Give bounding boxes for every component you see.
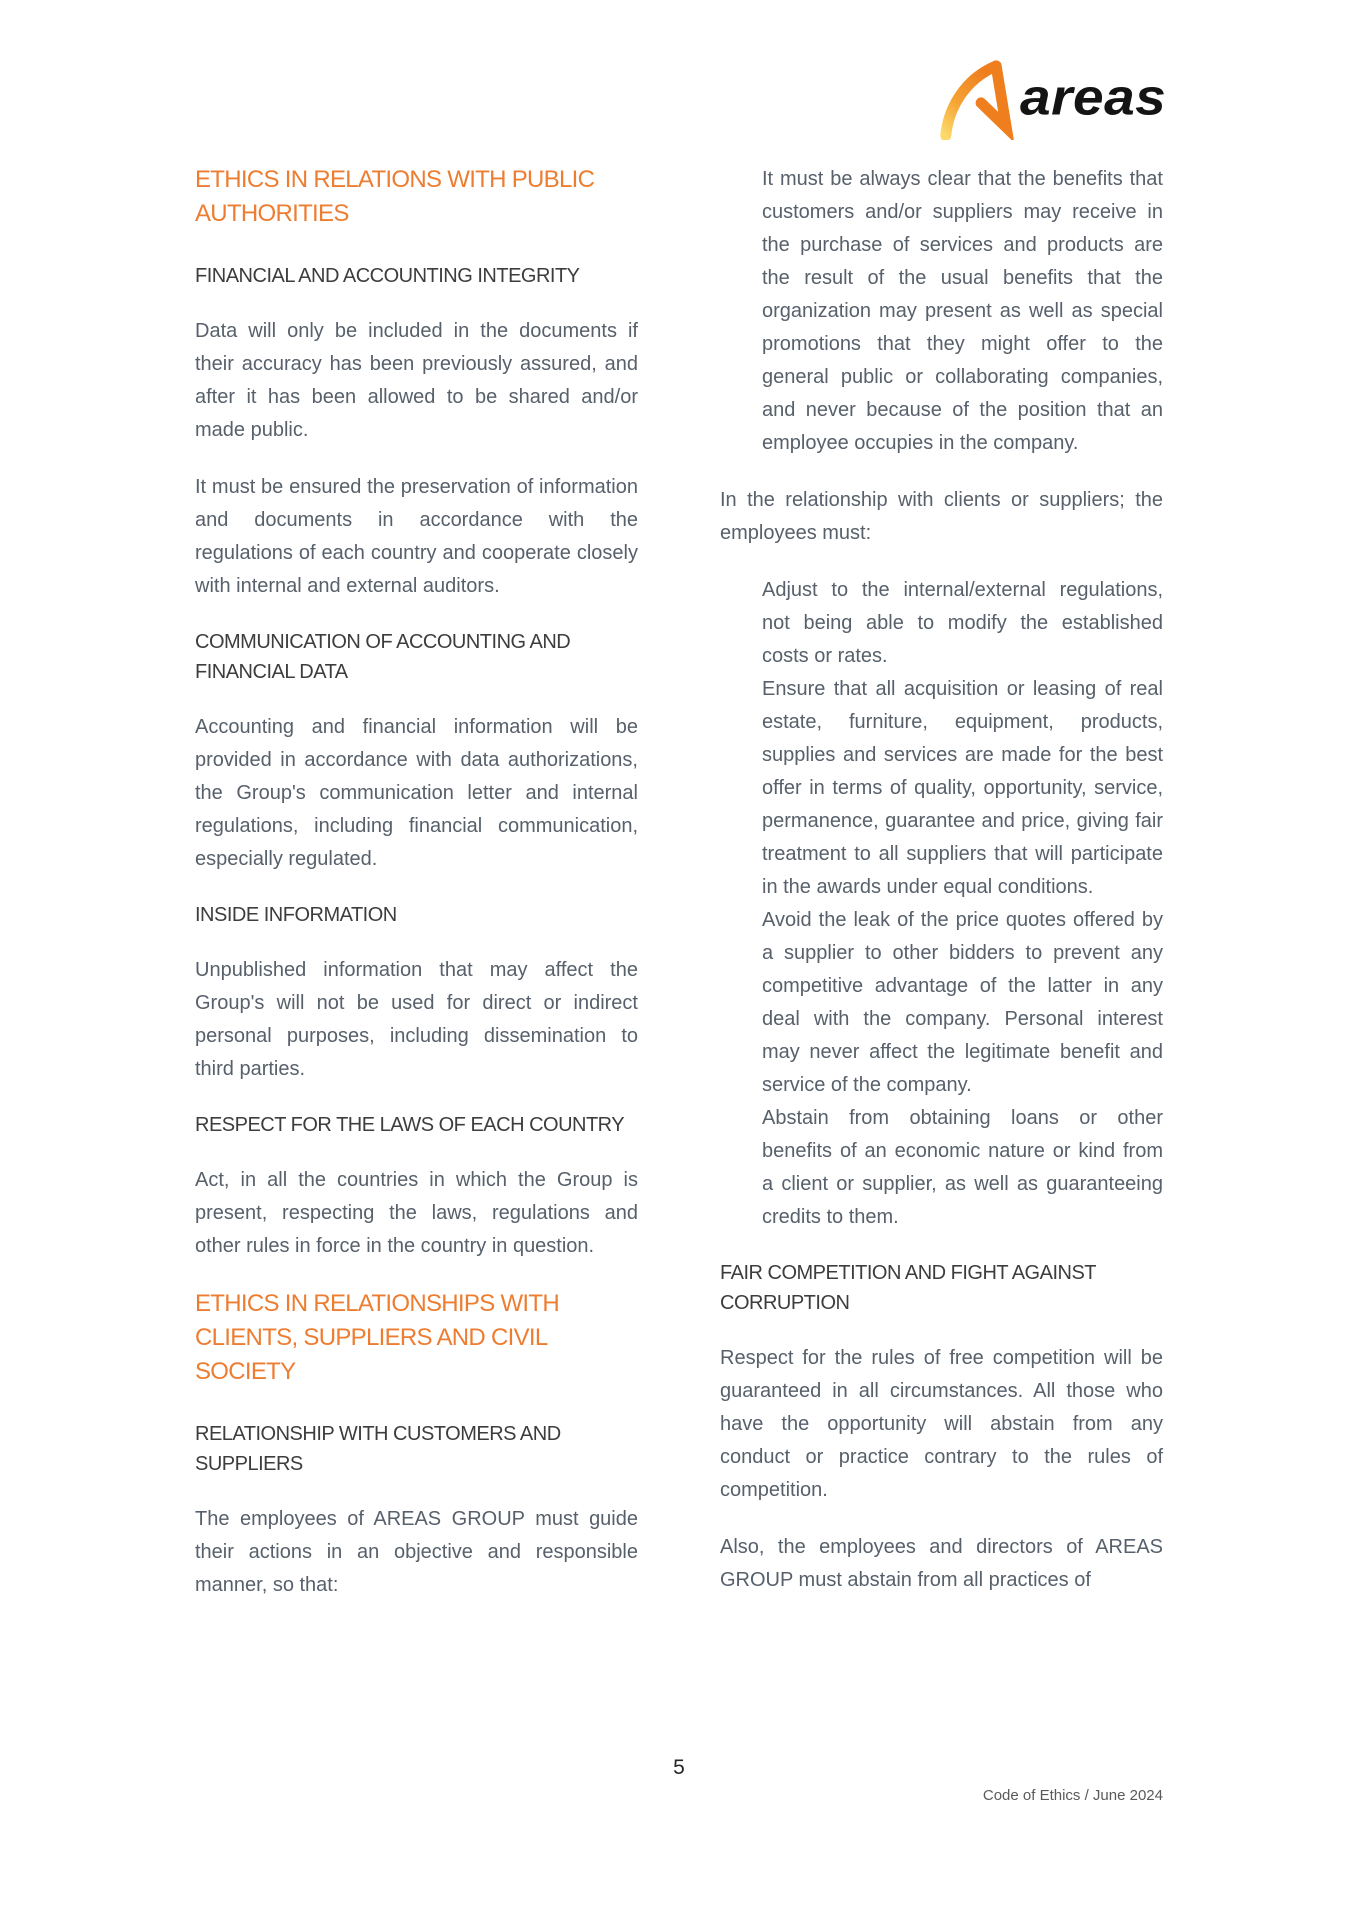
sub-heading: COMMUNICATION OF ACCOUNTING AND FINANCIAL DATA [195, 631, 571, 683]
bullet-text: Avoid the leak of the price quotes offered by a supplier to other bidders to prevent any competitive advantage of the latter in any deal with the company. Personal interest may never affect the legitimate benefit and service of the company. [762, 909, 1163, 1096]
bullet-square-icon [720, 904, 762, 1102]
bullet-text: Abstain from obtaining loans or other benefits of an economic nature or kind from a client or supplier, as well as guaranteeing credits to them. [762, 1107, 1163, 1228]
left-column [195, 163, 638, 1602]
footer-note: Code of Ethics / June 2024 [982, 1787, 1163, 1804]
bullet-item [720, 904, 1163, 1102]
section-heading: ETHICS IN RELATIONS WITH PUBLIC AUTHORITIES [195, 166, 595, 227]
page-body [195, 163, 1163, 1602]
bullet-square-icon [720, 163, 762, 460]
paragraph: Act, in all the countries in which the Group is present, respecting the laws, regulations and other rules in force in the country in question. [195, 1169, 638, 1257]
brand-wordmark: areas [1020, 68, 1167, 126]
paragraph: Also, the employees and directors of AREAS GROUP must abstain from all practices of [720, 1536, 1163, 1591]
bullet-item [720, 163, 1163, 460]
bullet-item [720, 574, 1163, 673]
sub-heading: RESPECT FOR THE LAWS OF EACH COUNTRY [195, 1114, 625, 1136]
paragraph: Accounting and financial information will be provided in accordance with data authorizations, the Group's communication letter and internal regulations, including financial communication, especially regulated. [195, 716, 638, 870]
sub-heading: INSIDE INFORMATION [195, 904, 397, 926]
paragraph: Unpublished information that may affect the Group's will not be used for direct or indirect personal purposes, including dissemination to third parties. [195, 959, 638, 1080]
sub-heading: RELATIONSHIP WITH CUSTOMERS AND SUPPLIERS [195, 1423, 561, 1475]
section-heading: ETHICS IN RELATIONSHIPS WITH CLIENTS, SUPPLIERS AND CIVIL SOCIETY [195, 1290, 559, 1385]
paragraph: The employees of AREAS GROUP must guide their actions in an objective and responsible manner, so that: [195, 1508, 638, 1596]
paragraph: It must be ensured the preservation of information and documents in accordance with the regulations of each country and cooperate closely with internal and external auditors. [195, 476, 638, 597]
bullet-item [720, 673, 1163, 904]
bullet-text: Adjust to the internal/external regulations, not being able to modify the established costs or rates. [762, 579, 1163, 667]
bullet-text: It must be always clear that the benefits that customers and/or suppliers may receive in the purchase of services and products are the result of the usual benefits that the organization may present as well as special promotions that they might offer to the general public or collaborating companies, and never because of the position that an employee occupies in the company. [762, 168, 1163, 454]
page-number: 5 [673, 1756, 685, 1779]
paragraph: Data will only be included in the documents if their accuracy has been previously assured, and after it has been allowed to be shared and/or made public. [195, 320, 638, 441]
bullet-square-icon [720, 1102, 762, 1234]
bullet-square-icon [720, 574, 762, 673]
bullet-square-icon [720, 673, 762, 904]
paragraph: In the relationship with clients or suppliers; the employees must: [720, 489, 1163, 544]
right-column [720, 163, 1163, 1602]
brand-mark-icon [934, 54, 1018, 140]
sub-heading: FAIR COMPETITION AND FIGHT AGAINST CORRUPTION [720, 1262, 1096, 1314]
bullet-item [720, 1102, 1163, 1234]
bullet-text: Ensure that all acquisition or leasing of real estate, furniture, equipment, products, supplies and services are made for the best offer in terms of quality, opportunity, service, permanence, guarantee and price, giving fair treatment to all suppliers that will participate in the awards under equal conditions. [762, 678, 1163, 898]
paragraph: Respect for the rules of free competition will be guaranteed in all circumstances. All those who have the opportunity will abstain from any conduct or practice contrary to the rules of competition. [720, 1347, 1163, 1501]
brand-logo [934, 54, 1170, 140]
sub-heading: FINANCIAL AND ACCOUNTING INTEGRITY [195, 265, 580, 287]
